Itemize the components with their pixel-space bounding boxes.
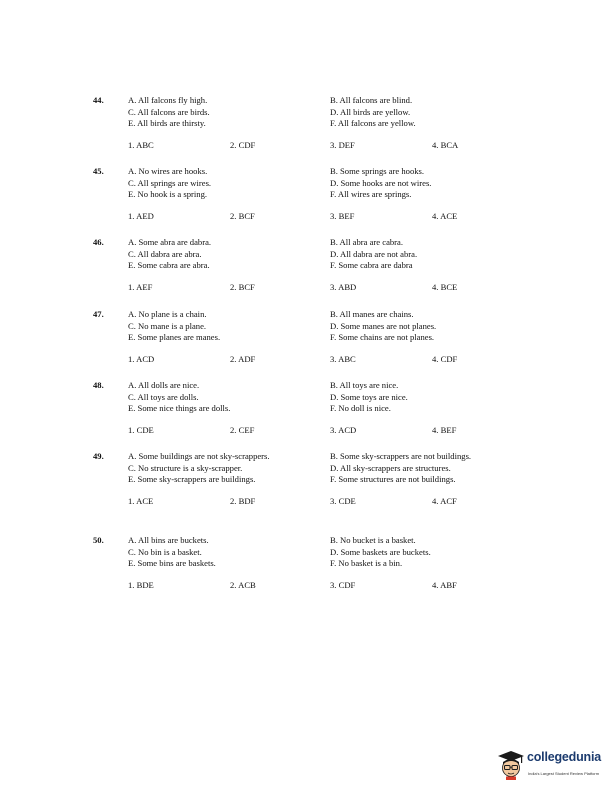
statement-b: B. All manes are chains. bbox=[330, 309, 414, 319]
statement-c: C. All springs are wires. bbox=[128, 177, 212, 188]
statement-c: C. All falcons are birds. bbox=[128, 106, 210, 117]
option-4: 4. ACF bbox=[432, 496, 457, 506]
statements-right bbox=[330, 95, 580, 130]
statement-d: D. All sky-scrappers are structures. bbox=[330, 462, 451, 473]
statement-b: B. Some sky-scrappers are not buildings. bbox=[330, 451, 472, 461]
statement-a: A. All bins are buckets. bbox=[128, 535, 209, 545]
statement-d: D. All birds are yellow. bbox=[330, 106, 411, 117]
option-4: 4. ACE bbox=[432, 211, 458, 221]
statements-right bbox=[330, 535, 580, 570]
statement-f: F. No basket is a bin. bbox=[330, 558, 403, 569]
statement-c: C. All dabra are abra. bbox=[128, 248, 202, 259]
statements-left bbox=[128, 380, 318, 415]
option-3: 3. CDE bbox=[330, 496, 356, 506]
option-1: 1. AED bbox=[128, 211, 154, 221]
option-2: 2. BDF bbox=[230, 496, 256, 506]
statement-e: E. Some sky-scrappers are buildings. bbox=[128, 474, 256, 485]
statement-f: F. Some structures are not buildings. bbox=[330, 474, 456, 485]
statement-a: A. All dolls are nice. bbox=[128, 380, 200, 390]
answer-options bbox=[0, 580, 612, 591]
statements-left bbox=[128, 95, 318, 130]
option-2: 2. ADF bbox=[230, 354, 256, 364]
question-number: 50. bbox=[93, 535, 104, 545]
statement-d: D. Some baskets are buckets. bbox=[330, 546, 431, 557]
answer-options bbox=[0, 425, 612, 436]
statement-b: B. All falcons are blind. bbox=[330, 95, 413, 105]
option-2: 2. CDF bbox=[230, 140, 256, 150]
option-2: 2. ACB bbox=[230, 580, 256, 590]
statement-a: A. No plane is a chain. bbox=[128, 309, 207, 319]
option-1: 1. ACE bbox=[128, 496, 154, 506]
option-2: 2. CEF bbox=[230, 425, 255, 435]
option-1: 1. ABC bbox=[128, 140, 154, 150]
answer-options bbox=[0, 496, 612, 507]
statement-e: E. Some cabra are abra. bbox=[128, 260, 210, 271]
statement-f: F. Some cabra are dabra bbox=[330, 260, 413, 271]
statements-right bbox=[330, 309, 580, 344]
question-number: 46. bbox=[93, 237, 104, 247]
statements-left bbox=[128, 309, 318, 344]
question-number: 48. bbox=[93, 380, 104, 390]
statement-c: C. All toys are dolls. bbox=[128, 391, 199, 402]
statement-a: A. Some buildings are not sky-scrappers. bbox=[128, 451, 270, 461]
option-1: 1. CDE bbox=[128, 425, 154, 435]
option-1: 1. AEF bbox=[128, 282, 153, 292]
option-3: 3. BEF bbox=[330, 211, 355, 221]
option-4: 4. BEF bbox=[432, 425, 457, 435]
question-number: 49. bbox=[93, 451, 104, 461]
option-4: 4. CDF bbox=[432, 354, 458, 364]
statements-left bbox=[128, 451, 318, 486]
statement-b: B. All toys are nice. bbox=[330, 380, 399, 390]
option-2: 2. BCF bbox=[230, 211, 255, 221]
option-3: 3. ABD bbox=[330, 282, 357, 292]
option-1: 1. BDE bbox=[128, 580, 154, 590]
option-2: 2. BCF bbox=[230, 282, 255, 292]
collegedunia-logo bbox=[497, 749, 605, 781]
statements-left bbox=[128, 166, 318, 201]
statement-b: B. No bucket is a basket. bbox=[330, 535, 416, 545]
statement-c: C. No structure is a sky-scrapper. bbox=[128, 462, 243, 473]
option-3: 3. ACD bbox=[330, 425, 357, 435]
logo-name: collegedunia bbox=[527, 750, 602, 764]
statement-c: C. No bin is a basket. bbox=[128, 546, 202, 557]
statements-left bbox=[128, 535, 318, 570]
statement-e: E. Some nice things are dolls. bbox=[128, 403, 231, 414]
statement-b: B. Some springs are hooks. bbox=[330, 166, 425, 176]
answer-options bbox=[0, 211, 612, 222]
statement-d: D. Some manes are not planes. bbox=[330, 320, 437, 331]
question-number: 44. bbox=[93, 95, 104, 105]
answer-options bbox=[0, 282, 612, 293]
statement-d: D. Some toys are nice. bbox=[330, 391, 408, 402]
statements-right bbox=[330, 166, 580, 201]
graduate-mascot-icon bbox=[497, 750, 525, 780]
statement-a: A. No wires are hooks. bbox=[128, 166, 208, 176]
answer-options bbox=[0, 354, 612, 365]
option-4: 4. ABF bbox=[432, 580, 457, 590]
question-number: 47. bbox=[93, 309, 104, 319]
statement-e: E. All birds are thirsty. bbox=[128, 118, 206, 129]
statements-right bbox=[330, 380, 580, 415]
statements-left bbox=[128, 237, 318, 272]
statement-a: A. All falcons fly high. bbox=[128, 95, 208, 105]
statements-right bbox=[330, 451, 580, 486]
statement-a: A. Some abra are dabra. bbox=[128, 237, 212, 247]
statement-d: D. All dabra are not abra. bbox=[330, 248, 418, 259]
option-4: 4. BCE bbox=[432, 282, 458, 292]
question-number: 45. bbox=[93, 166, 104, 176]
statement-d: D. Some hooks are not wires. bbox=[330, 177, 432, 188]
statements-right bbox=[330, 237, 580, 272]
statement-b: B. All abra are cabra. bbox=[330, 237, 404, 247]
option-1: 1. ACD bbox=[128, 354, 155, 364]
option-3: 3. DEF bbox=[330, 140, 355, 150]
statement-e: E. No hook is a spring. bbox=[128, 189, 208, 200]
statement-c: C. No mane is a plane. bbox=[128, 320, 207, 331]
option-4: 4. BCA bbox=[432, 140, 459, 150]
statement-f: F. All falcons are yellow. bbox=[330, 118, 416, 129]
statement-f: F. Some chains are not planes. bbox=[330, 332, 435, 343]
option-3: 3. CDF bbox=[330, 580, 356, 590]
statement-f: F. All wires are springs. bbox=[330, 189, 412, 200]
statement-f: F. No doll is nice. bbox=[330, 403, 391, 414]
statement-e: E. Some planes are manes. bbox=[128, 332, 221, 343]
logo-tagline: India's Largest Student Review Platform bbox=[528, 771, 600, 776]
answer-options bbox=[0, 140, 612, 151]
statement-e: E. Some bins are baskets. bbox=[128, 558, 216, 569]
option-3: 3. ABC bbox=[330, 354, 356, 364]
